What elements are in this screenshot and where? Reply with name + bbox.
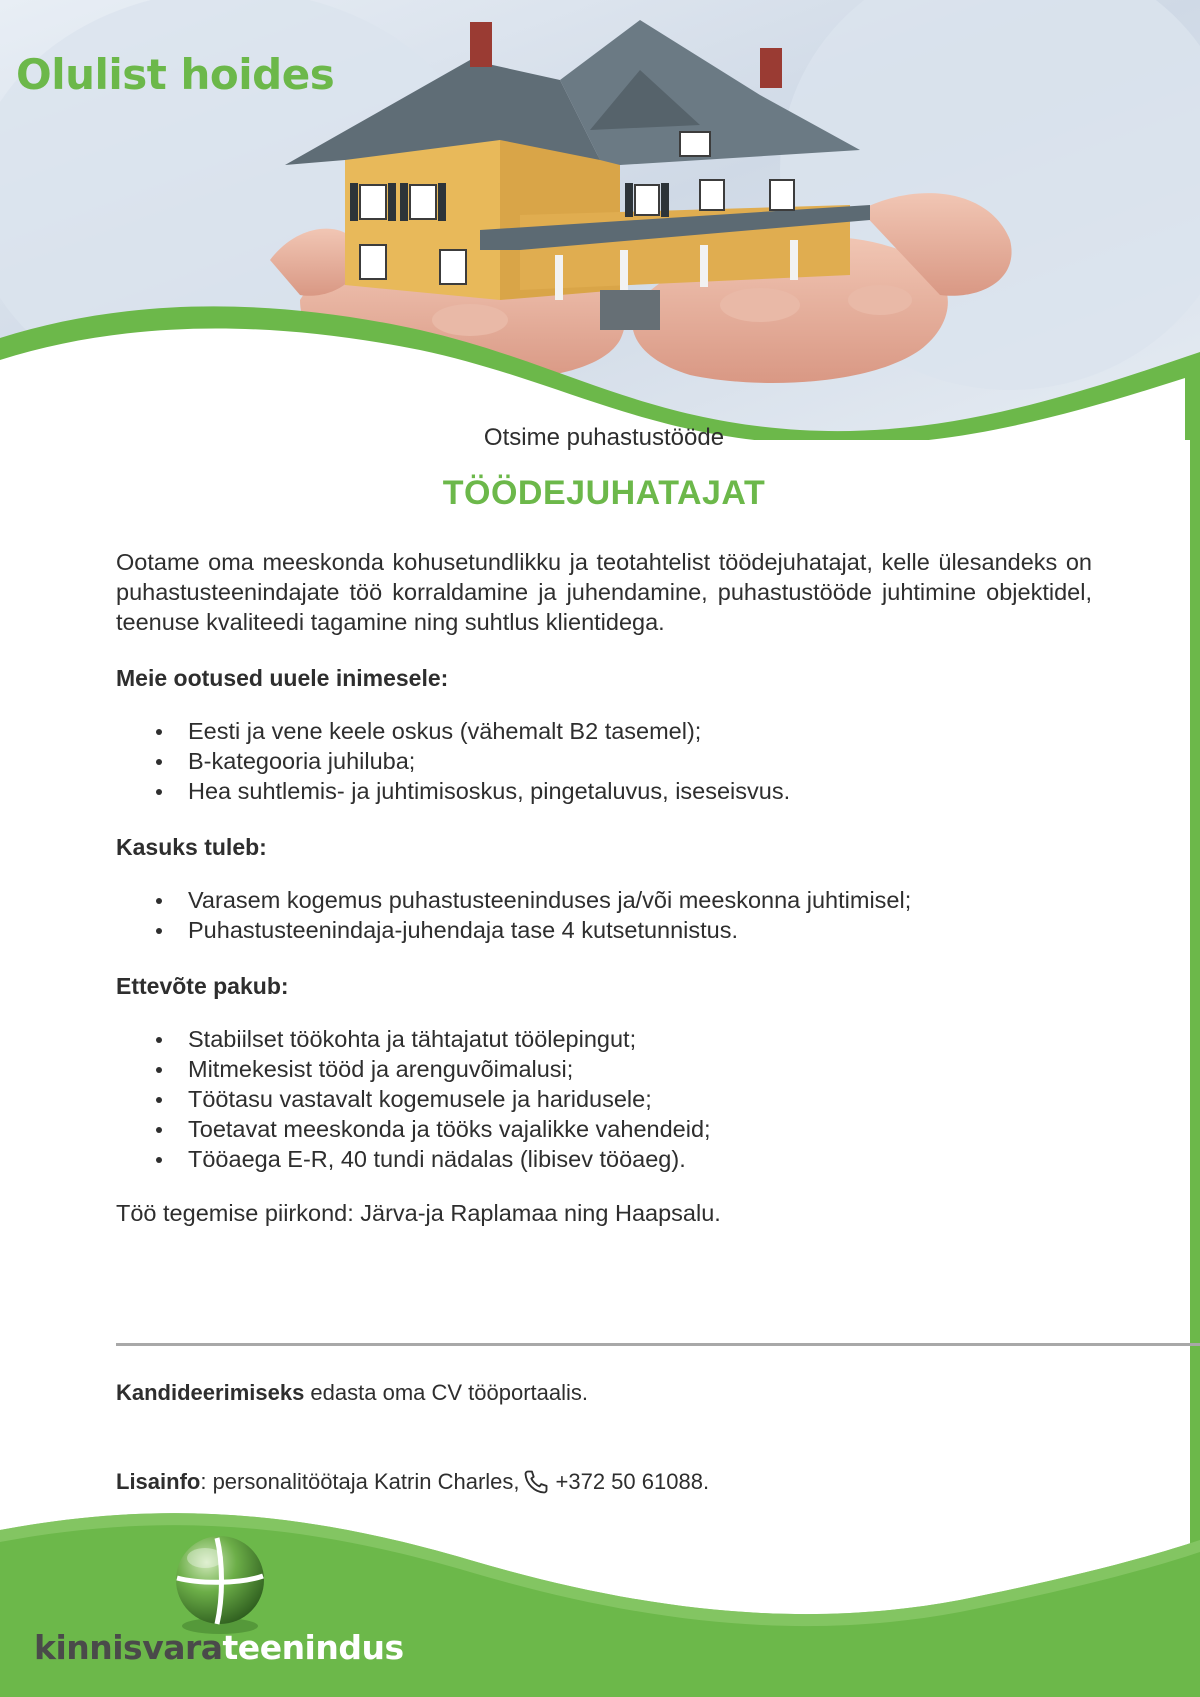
list-item: Varasem kogemus puhastusteeninduses ja/või meeskonna juhtimisel; xyxy=(188,885,1092,915)
apply-text: edasta oma CV tööportaalis. xyxy=(304,1380,589,1405)
contact-text: : personalitöötaja Katrin Charles, xyxy=(200,1469,520,1494)
list-item: Töötasu vastavalt kogemusele ja haridusele; xyxy=(188,1084,1092,1114)
logo-text-part1: kinnisvara xyxy=(34,1628,223,1667)
advantages-list xyxy=(116,885,1092,945)
tagline: Olulist hoides xyxy=(16,50,335,99)
intro-line: Otsime puhastustööde xyxy=(483,424,725,451)
apply-label: Kandideerimiseks xyxy=(116,1380,305,1405)
list-item: Stabiilset töökohta ja tähtajatut töölepingut; xyxy=(188,1024,1092,1054)
right-edge-line xyxy=(1190,380,1200,1660)
contact-phone[interactable]: +372 50 61088. xyxy=(555,1469,710,1494)
requirements-list xyxy=(116,716,1092,806)
list-item: Mitmekesist tööd ja arenguvõimalusi; xyxy=(188,1054,1092,1084)
list-item: Eesti ja vene keele oskus (vähemalt B2 tasemel); xyxy=(188,716,1092,746)
list-item: Hea suhtlemis- ja juhtimisoskus, pingetaluvus, iseseisvus. xyxy=(188,776,1092,806)
work-region: Töö tegemise piirkond: Järva-ja Raplamaa ning Haapsalu. xyxy=(116,1200,721,1226)
job-description: Ootame oma meeskonda kohusetundlikku ja teotahtelist töödejuhatajat, kelle ülesandeks on puhastusteenindajate töö korraldamine ja juhendamine, puhastustööde juhtimine objektidel, teenuse kvaliteedi tagamine ning suhtlus klientidega. xyxy=(116,549,1092,635)
logo-text-part2: teenindus xyxy=(222,1628,404,1667)
contact-info xyxy=(116,1468,709,1496)
contact-label: Lisainfo xyxy=(116,1469,201,1494)
job-title: TÖÖDEJUHATAJAT xyxy=(442,474,766,512)
hero-banner xyxy=(0,0,1200,440)
requirements-heading: Meie ootused uuele inimesele: xyxy=(116,665,449,691)
list-item: Puhastusteenindaja-juhendaja tase 4 kutsetunnistus. xyxy=(188,915,1092,945)
company-logo xyxy=(34,1628,404,1667)
offers-list xyxy=(116,1024,1092,1174)
offers-heading: Ettevõte pakub: xyxy=(116,973,289,999)
phone-icon xyxy=(522,1468,550,1496)
job-posting xyxy=(116,420,1092,1227)
section-divider xyxy=(116,1343,1200,1346)
list-item: Tööaega E-R, 40 tundi nädalas (libisev tööaeg). xyxy=(188,1144,1092,1174)
list-item: Toetavat meeskonda ja tööks vajalikke vahendeid; xyxy=(188,1114,1092,1144)
list-item: B-kategooria juhiluba; xyxy=(188,746,1092,776)
advantages-heading: Kasuks tuleb: xyxy=(116,834,267,860)
apply-instructions xyxy=(116,1380,588,1406)
logo-globe-icon xyxy=(165,1528,275,1638)
